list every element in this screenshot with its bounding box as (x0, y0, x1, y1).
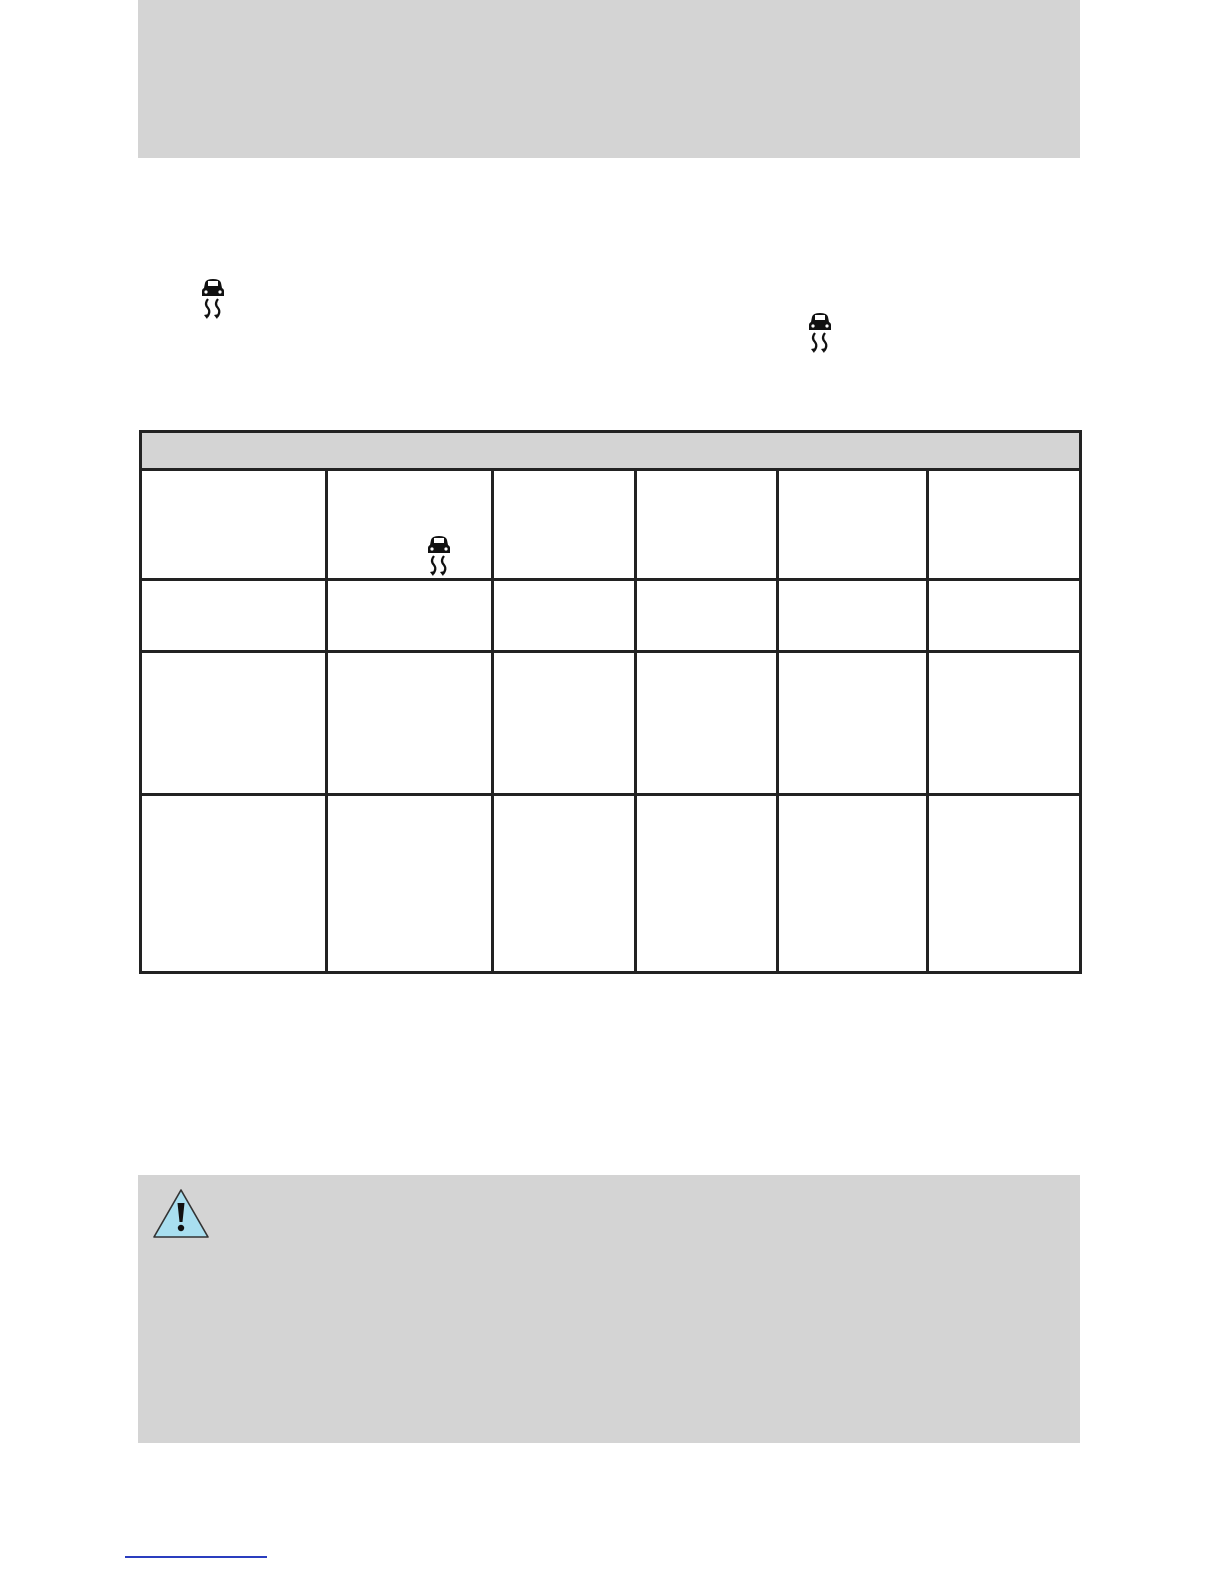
table-cell (327, 580, 493, 652)
table-cell (928, 580, 1081, 652)
table-cell (928, 795, 1081, 973)
table-cell (636, 580, 778, 652)
skid-car-icon (426, 535, 452, 577)
table-cell (493, 652, 636, 795)
table-header-cell (636, 469, 778, 580)
table-row (141, 580, 1081, 652)
table-header-cell (141, 469, 327, 580)
table-cell (778, 652, 928, 795)
table-header-cell (928, 469, 1081, 580)
header-band (138, 0, 1080, 158)
table-row (141, 652, 1081, 795)
table-header-row (141, 469, 1081, 580)
table-title-cell (141, 432, 1081, 470)
table-title-row (141, 432, 1081, 470)
table-cell (778, 795, 928, 973)
table-header-cell (327, 469, 493, 580)
table-cell (327, 652, 493, 795)
table-cell (778, 580, 928, 652)
table-cell (928, 652, 1081, 795)
warning-box (138, 1175, 1080, 1443)
traction-control-table (139, 430, 1082, 974)
table-cell (636, 795, 778, 973)
footer-link-underline[interactable] (125, 1556, 267, 1558)
warning-triangle-icon (152, 1188, 210, 1240)
skid-car-icon (200, 278, 226, 320)
table-header-cell (493, 469, 636, 580)
table-cell (141, 795, 327, 973)
table-header-cell (778, 469, 928, 580)
table-cell (141, 652, 327, 795)
table-cell (327, 795, 493, 973)
table-cell (636, 652, 778, 795)
table-cell (141, 580, 327, 652)
table-cell (493, 580, 636, 652)
table-row (141, 795, 1081, 973)
table-cell (493, 795, 636, 973)
skid-car-icon (807, 312, 833, 354)
